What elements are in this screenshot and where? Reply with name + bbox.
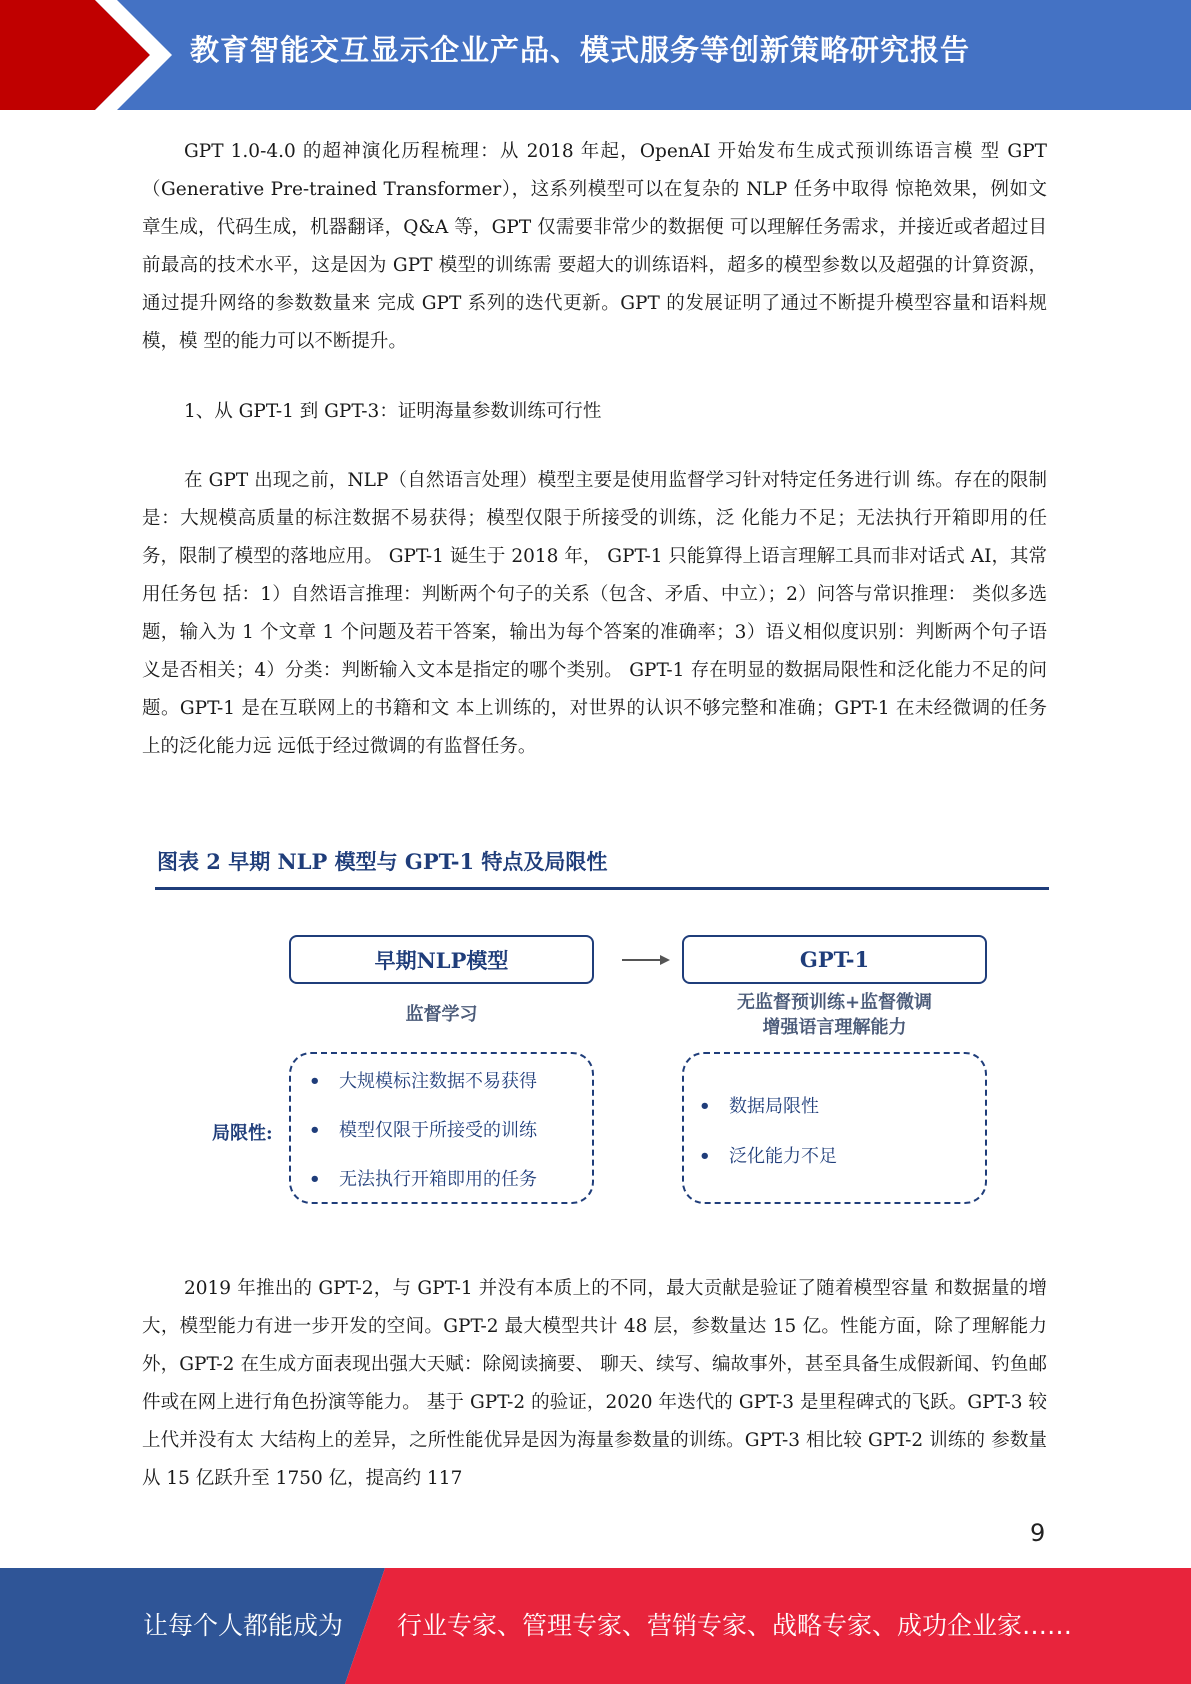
right-subtitle — [682, 990, 987, 1040]
list-item: • 无法执行开箱即用的任务 — [309, 1169, 537, 1190]
bullet-icon: • — [309, 1169, 321, 1190]
list-item: • 大规模标注数据不易获得 — [309, 1071, 537, 1092]
list-item: • 模型仅限于所接受的训练 — [309, 1120, 537, 1141]
paragraph-gpt-evolution: GPT 1.0-4.0 的超神演化历程梳理：从 2018 年起，OpenAI 开始发布生成式预训练语言模 型 GPT（Generative Pre-trained Transformer），这系列模型可以在复杂的 NLP 任务中取得 惊艳效果，例如文章生成，代码生成，机器翻译，Q&A 等，GPT 仅需要非常少的数据便 可以理解任务需求，并接近或者超过目前最高的技术水平，这是因为 GPT 模型的训练需 要超大的训练语料，超多的模型参数以及超强的计算资源，通过提升网络的参数数量来 完成 GPT 系列的迭代更新。GPT 的发展证明了通过不断提升模型容量和语料规模，模 型的能力可以不断提升。 — [142, 141, 1047, 352]
paragraph-gpt2-gpt3: 2019 年推出的 GPT-2，与 GPT-1 并没有本质上的不同，最大贡献是验证了随着模型容量 和数据量的增大，模型能力有进一步开发的空间。GPT-2 最大模型共计 48 层，参数量达 15 亿。性能方面，除了理解能力外，GPT-2 在生成方面表现出强大天赋：除阅读摘要、 聊天、续写、编故事外，甚至具备生成假新闻、钓鱼邮件或在网上进行角色扮演等能力。 基于 GPT-2 的验证，2020 年迭代的 GPT-3 是里程碑式的飞跃。GPT-3 较上代并没有太 大结构上的差异，之所性能优异是因为海量参数量的训练。GPT-3 相比较 GPT-2 训练的 参数量从 15 亿跃升至 1750 亿，提高约 117 — [142, 1278, 1047, 1489]
page-footer — [0, 1568, 1191, 1684]
arrow-right-icon — [622, 952, 672, 968]
page-number: 9 — [1030, 1519, 1046, 1547]
list-item: • 数据局限性 — [699, 1096, 819, 1117]
paragraph-before-gpt: 在 GPT 出现之前，NLP（自然语言处理）模型主要是使用监督学习针对特定任务进行训 练。存在的限制是：大规模高质量的标注数据不易获得；模型仅限于所接受的训练，泛 化能力不足；无法执行开箱即用的任务，限制了模型的落地应用。 GPT-1 诞生于 2018 年， GPT-1 只能算得上语言理解工具而非对话式 AI，其常用任务包 括：1）自然语言推理：判断两个句子的关系（包含、矛盾、中立）；2）问答与常识推理： 类似多选题，输入为 1 个文章 1 个问题及若干答案，输出为每个答案的准确率；3）语义相似度识别：判断两个句子语义是否相关；4）分类：判断输入文本是指定的哪个类别。 GPT-1 存在明显的数据局限性和泛化能力不足的问题。GPT-1 是在互联网上的书籍和文 本上训练的，对世界的认识不够完整和准确；GPT-1 在未经微调的任务上的泛化能力远 远低于经过微调的有监督任务。 — [142, 470, 1047, 757]
section-heading-gpt1-to-gpt3: 1、从 GPT-1 到 GPT-3：证明海量参数训练可行性 — [184, 401, 602, 422]
right-subtitle-line1: 无监督预训练+监督微调 — [736, 992, 933, 1013]
gpt1-box: GPT-1 — [682, 935, 987, 984]
page-header — [0, 0, 1191, 110]
limitation-label: 局限性: — [212, 1123, 273, 1144]
list-item: • 泛化能力不足 — [699, 1146, 837, 1167]
footer-slogan-left: 让每个人都能成为 — [143, 1611, 344, 1640]
header-title: 教育智能交互显示企业产品、模式服务等创新策略研究报告 — [190, 33, 971, 67]
bullet-icon: • — [699, 1146, 711, 1167]
early-nlp-model-box: 早期NLP模型 — [289, 935, 594, 984]
bullet-icon: • — [309, 1071, 321, 1092]
gpt1-limitations-box — [682, 1052, 987, 1204]
bullet-icon: • — [699, 1096, 711, 1117]
figure-caption-rule — [155, 887, 1049, 890]
left-subtitle: 监督学习 — [405, 1004, 478, 1025]
bullet-icon: • — [309, 1120, 321, 1141]
footer-slogan-right: 行业专家、管理专家、营销专家、战略专家、成功企业家…… — [397, 1611, 1073, 1640]
right-subtitle-line2: 增强语言理解能力 — [762, 1017, 907, 1038]
figure-caption: 图表 2 早期 NLP 模型与 GPT-1 特点及局限性 — [157, 849, 608, 874]
